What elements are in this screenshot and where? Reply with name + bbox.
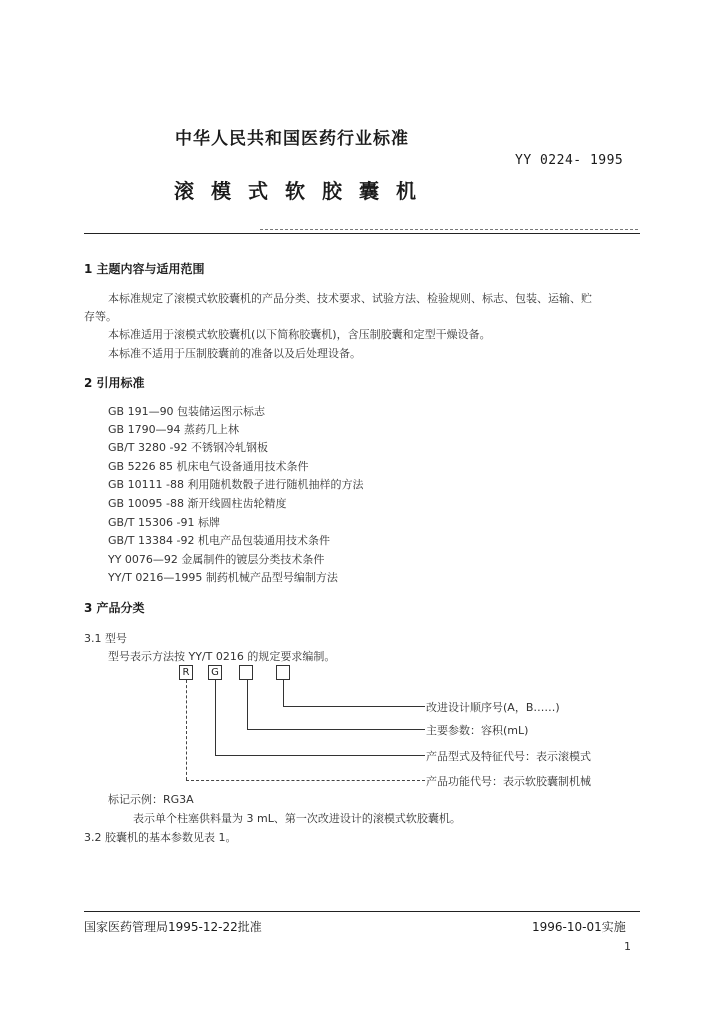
leader-line-3 bbox=[247, 680, 248, 729]
leader-line-2 bbox=[215, 680, 216, 755]
marking-example: 标记示例：RG3A bbox=[108, 793, 194, 806]
marking-example-description: 表示单个柱塞供料量为 3 mL、第一次改进设计的滚模式软胶囊机。 bbox=[133, 812, 461, 825]
reference-item: GB 1790—94 蒸药几上林 bbox=[108, 423, 240, 436]
section2-heading: 2 引用标准 bbox=[84, 376, 145, 390]
implementation-date: 1996-10-01实施 bbox=[532, 920, 626, 934]
standard-code: YY 0224- 1995 bbox=[515, 153, 624, 168]
org-title: 中华人民共和国医药行业标准 bbox=[175, 129, 409, 149]
header-dash-rule bbox=[260, 229, 638, 230]
model-label-capacity: 主要参数：容积(mL) bbox=[426, 724, 529, 737]
footer-rule bbox=[84, 911, 640, 912]
reference-item: GB/T 15306 -91 标牌 bbox=[108, 516, 220, 529]
doc-title: 滚模式软胶囊机 bbox=[174, 179, 433, 203]
model-label-function: 产品功能代号：表示软胶囊制机械 bbox=[426, 775, 591, 788]
reference-item: GB/T 3280 -92 不锈钢冷轧钢板 bbox=[108, 441, 268, 454]
leader-line-1 bbox=[186, 680, 187, 780]
leader-line-4 bbox=[283, 680, 284, 706]
reference-item: GB 10095 -88 渐开线圆柱齿轮精度 bbox=[108, 497, 287, 510]
section1-para3: 本标准不适用于压制胶囊前的准备以及后处理设备。 bbox=[108, 347, 361, 360]
leader-line-1 bbox=[186, 780, 425, 781]
model-box-1: R bbox=[179, 665, 193, 680]
subsection-3-1-heading: 3.1 型号 bbox=[84, 632, 127, 645]
model-label-revision: 改进设计顺序号(A，B……) bbox=[426, 701, 560, 714]
section3-heading: 3 产品分类 bbox=[84, 601, 145, 615]
model-label-type: 产品型式及特征代号：表示滚模式 bbox=[426, 750, 591, 763]
model-box-2: G bbox=[208, 665, 222, 680]
section1-para2: 本标准适用于滚模式软胶囊机(以下简称胶囊机)，含压制胶囊和定型干燥设备。 bbox=[108, 328, 491, 341]
page-number: 1 bbox=[624, 940, 631, 953]
subsection-3-1-text: 型号表示方法按 YY/T 0216 的规定要求编制。 bbox=[108, 650, 336, 663]
reference-item: GB/T 13384 -92 机电产品包装通用技术条件 bbox=[108, 534, 330, 547]
section1-para1-line1: 本标准规定了滚模式软胶囊机的产品分类、技术要求、试验方法、检验规则、标志、包装、运输、贮 bbox=[108, 292, 592, 305]
header-rule bbox=[84, 233, 640, 234]
model-box-4 bbox=[276, 665, 290, 680]
model-box-3 bbox=[239, 665, 253, 680]
approval-date: 国家医药管理局1995-12-22批准 bbox=[84, 920, 262, 934]
reference-item: GB 191—90 包装储运图示标志 bbox=[108, 405, 266, 418]
reference-item: YY 0076—92 金属制件的镀层分类技术条件 bbox=[108, 553, 325, 566]
reference-item: YY/T 0216—1995 制药机械产品型号编制方法 bbox=[108, 571, 338, 584]
reference-item: GB 10111 -88 利用随机数骰子进行随机抽样的方法 bbox=[108, 478, 364, 491]
reference-item: GB 5226 85 机床电气设备通用技术条件 bbox=[108, 460, 309, 473]
section1-heading: 1 主题内容与适用范围 bbox=[84, 262, 205, 276]
leader-line-4 bbox=[283, 706, 425, 707]
subsection-3-2: 3.2 胶囊机的基本参数见表 1。 bbox=[84, 831, 237, 844]
section1-para1-line2: 存等。 bbox=[84, 310, 117, 323]
leader-line-2 bbox=[215, 755, 425, 756]
leader-line-3 bbox=[247, 729, 425, 730]
